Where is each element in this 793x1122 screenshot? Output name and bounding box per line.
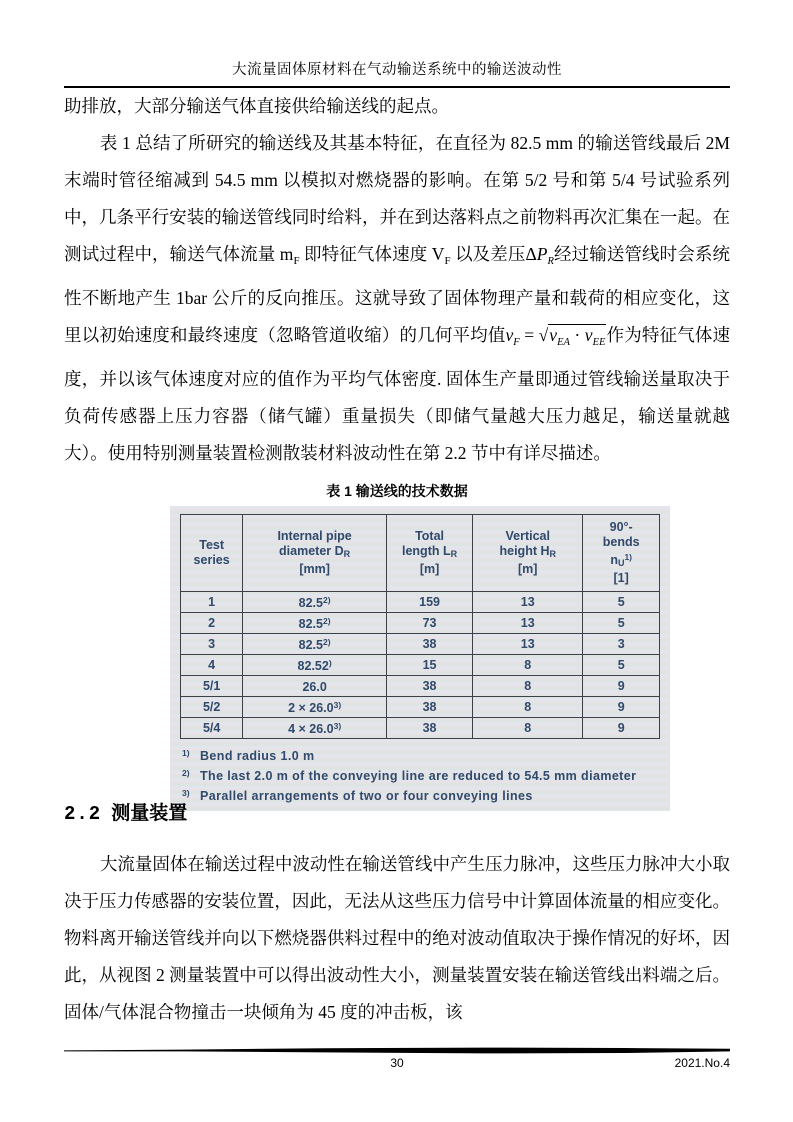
footnote bbox=[182, 765, 660, 785]
scanned-table-image bbox=[170, 506, 670, 811]
cell-diameter: 26.0 bbox=[243, 676, 387, 697]
cell-bends: 5 bbox=[583, 655, 660, 676]
paragraph-1 bbox=[64, 88, 730, 125]
table-row bbox=[181, 676, 660, 697]
cell-height: 8 bbox=[473, 676, 583, 697]
footnote-text: Bend radius 1.0 m bbox=[200, 749, 315, 763]
variable-vEA: v bbox=[549, 325, 558, 345]
table-row bbox=[181, 655, 660, 676]
body-text-block bbox=[64, 88, 730, 472]
paragraph-2-text: 即特征气体速度 V bbox=[299, 244, 445, 264]
running-title: 大流量固体原材料在气动输送系统中的输送波动性 bbox=[232, 62, 562, 78]
paragraph-2-text: 以及差压Δ bbox=[450, 244, 537, 264]
cell-diameter: $2 \times 26.0^{3)}$ bbox=[243, 697, 387, 718]
equals-sign: = bbox=[519, 325, 539, 345]
cell-height: 8 bbox=[473, 697, 583, 718]
cell-length: 38 bbox=[386, 676, 472, 697]
section-2-2 bbox=[64, 800, 730, 1031]
paragraph-1-text: 助排放，大部分输送气体直接供给输送线的起点。 bbox=[64, 96, 449, 116]
cell-length: 15 bbox=[386, 655, 472, 676]
cell-bends: 9 bbox=[583, 697, 660, 718]
table-header-row bbox=[181, 515, 660, 592]
cell-length: 38 bbox=[386, 697, 472, 718]
cell-length: 38 bbox=[386, 718, 472, 739]
radical-sign: √ bbox=[538, 325, 549, 345]
footnote bbox=[182, 745, 660, 765]
running-head bbox=[64, 58, 730, 88]
table-caption: 表 1 输送线的技术数据 bbox=[326, 483, 468, 499]
cell-bends: 5 bbox=[583, 613, 660, 634]
section-title: 测量装置 bbox=[111, 803, 188, 824]
cell-diameter: 82.5$^{2)}$ bbox=[243, 613, 387, 634]
subscript-vEE: EE bbox=[592, 337, 606, 348]
paragraph-2-text: 经过输送管线时会系统性不断地产生 1bar 公斤的反向推压。这就导致了固体物理产量和载荷的相应变化，这里以初始速度和最终速度（忽略管道收缩）的几何平均值 bbox=[64, 244, 730, 345]
variable-vF: v bbox=[505, 325, 514, 345]
paragraph-2 bbox=[64, 125, 730, 472]
header-test-series: Test series bbox=[181, 515, 243, 592]
subscript-VF: F bbox=[444, 255, 451, 267]
subscript-PR: R bbox=[547, 256, 554, 267]
cell-length: 73 bbox=[386, 613, 472, 634]
paragraph-2-text: 表 1 总结了所研究的输送线及其基本特征，在直径为 82.5 mm 的输送管线最后 2M 末端时管径缩减到 54.5 mm 以模拟对燃烧器的影响。在第 5/2 号和第 5/4 号试验系列中，几条平行安装的输送管线同时给料，并在到达落料点之前物料再次汇集在一起。在测试过程中，输送气体流量 m bbox=[64, 133, 730, 264]
section-number: 2.2 bbox=[64, 803, 102, 825]
cell-series: 5/2 bbox=[181, 697, 243, 718]
footnote-marker: 3) bbox=[182, 788, 190, 798]
table-row bbox=[181, 613, 660, 634]
cell-diameter: $4 \times 26.0^{3)}$ bbox=[243, 718, 387, 739]
footer-labels bbox=[64, 1056, 730, 1070]
footnote-marker: 2) bbox=[182, 768, 190, 778]
table-row bbox=[181, 697, 660, 718]
cell-bends: 5 bbox=[583, 592, 660, 613]
cell-series: 3 bbox=[181, 634, 243, 655]
table-figure-area bbox=[64, 481, 730, 811]
cell-diameter: 82.5$^{2)}$ bbox=[243, 634, 387, 655]
cell-diameter: 82.5$^{2)}$ bbox=[243, 592, 387, 613]
radicand bbox=[548, 324, 606, 348]
footnote-marker: 1) bbox=[182, 748, 190, 758]
subscript-vF: F bbox=[513, 337, 520, 348]
table-footnotes bbox=[180, 745, 660, 805]
conveying-line-data-table bbox=[180, 514, 660, 739]
subscript-mF: F bbox=[293, 255, 300, 267]
cell-series: 2 bbox=[181, 613, 243, 634]
footnote-text: The last 2.0 m of the conveying line are reduced to 54.5 mm diameter bbox=[200, 769, 637, 783]
issue-label: 2021.No.4 bbox=[674, 1056, 730, 1070]
cdot-operator: · bbox=[569, 325, 585, 345]
cell-series: 1 bbox=[181, 592, 243, 613]
paragraph-3 bbox=[64, 846, 730, 1031]
cell-diameter: 82.52) bbox=[243, 655, 387, 676]
variable-P: P bbox=[536, 244, 548, 264]
header-90deg-bends: 90°- bends $nU^{1)}$ [1] bbox=[583, 515, 660, 592]
cell-bends: 3 bbox=[583, 634, 660, 655]
cell-height: 8 bbox=[473, 718, 583, 739]
cell-bends: 9 bbox=[583, 676, 660, 697]
paragraph-2-text: 作为特征气体速度，并以该气体速度对应的值作为平均气体密度. 固体生产量即通过管线输送量取决于负荷传感器上压力容器（储气罐）重量损失（即储气量越大压力越足，输送量就越大）。使用特别测量装置检测散装材料波动性在第 2.2 节中有详尽描述。 bbox=[64, 325, 731, 463]
section-heading bbox=[64, 800, 730, 828]
cell-height: 8 bbox=[473, 655, 583, 676]
header-vertical-height: Vertical height HR [m] bbox=[473, 515, 583, 592]
cell-series: 5/1 bbox=[181, 676, 243, 697]
table-row bbox=[181, 592, 660, 613]
cell-length: 159 bbox=[386, 592, 472, 613]
cell-series: 4 bbox=[181, 655, 243, 676]
page-footer bbox=[64, 1046, 730, 1070]
footnote-text: Parallel arrangements of two or four conveying lines bbox=[200, 789, 533, 803]
footer-rule bbox=[64, 1046, 730, 1056]
cell-height: 13 bbox=[473, 613, 583, 634]
cell-length: 38 bbox=[386, 634, 472, 655]
subscript-vEA: EA bbox=[557, 337, 570, 348]
table-row bbox=[181, 718, 660, 739]
cell-bends: 9 bbox=[583, 718, 660, 739]
cell-height: 13 bbox=[473, 592, 583, 613]
paragraph-3-text: 大流量固体在输送过程中波动性在输送管线中产生压力脉冲，这些压力脉冲大小取决于压力传感器的安装位置，因此，无法从这些压力信号中计算固体流量的相应变化。物料离开输送管线并向以下燃烧器供料过程中的绝对波动值取决于操作情况的好坏，因此，从视图 2 测量装置中可以得出波动性大小，测量装置安装在输送管线出料端之后。固体/气体混合物撞击一块倾角为 45 度的冲击板，该 bbox=[64, 854, 730, 1022]
table-row bbox=[181, 634, 660, 655]
variable-vEE: v bbox=[584, 325, 593, 345]
header-total-length: Total length LR [m] bbox=[386, 515, 472, 592]
cell-series: 5/4 bbox=[181, 718, 243, 739]
cell-height: 13 bbox=[473, 634, 583, 655]
page-number: 30 bbox=[390, 1056, 404, 1070]
header-internal-pipe-diameter: Internal pipe diameter DR [mm] bbox=[243, 515, 387, 592]
